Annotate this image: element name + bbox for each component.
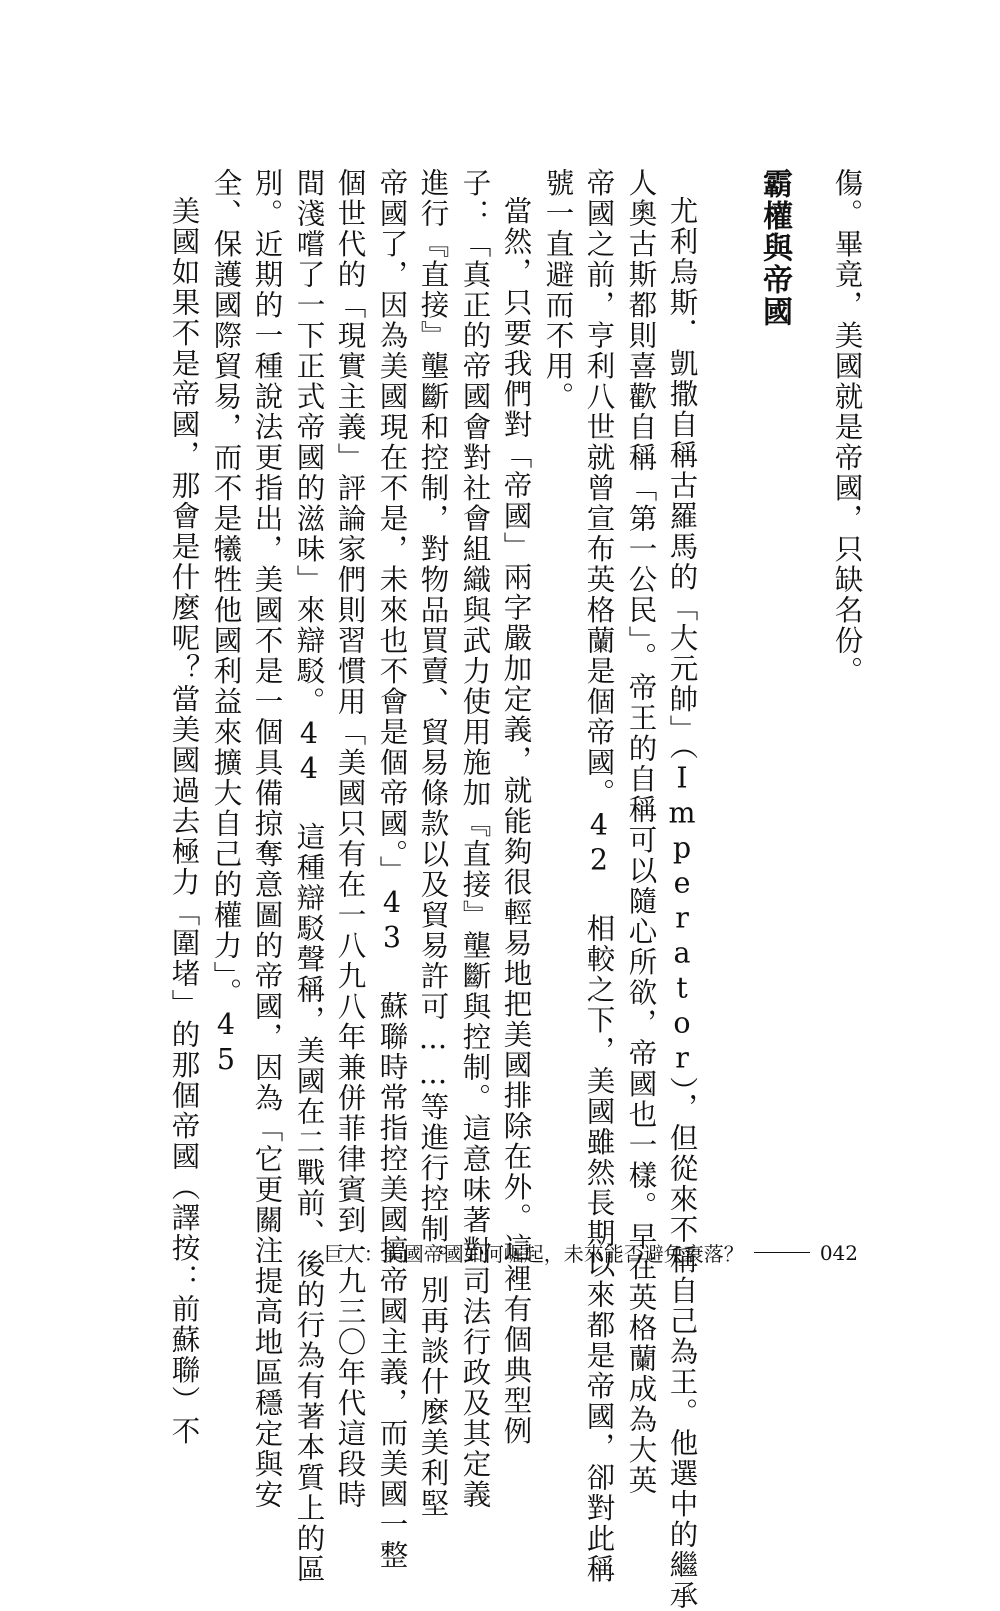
book-title: 巨人：美國帝國如何崛起，未來能否避免衰落？: [323, 1242, 744, 1266]
text-column: 人奧古斯都則喜歡自稱「第一公民」。帝王的自稱可以隨心所欲，帝國也一樣。早在英格蘭成為大英: [624, 168, 658, 1496]
text-column: 帝國了，因為美國現在不是，未來也不會是個帝國。」43 蘇聯時常指控美國搞帝國主義，而美國一整: [375, 168, 409, 1571]
section-heading: 霸權與帝國: [757, 168, 792, 328]
text-column: 號一直避而不用。: [541, 168, 575, 412]
text-column: 全、保護國際貿易，而不是犧牲他國利益來擴大自己的權力」。45: [209, 168, 243, 1078]
page-footer: [324, 1238, 858, 1267]
text-column: 別。近期的一種說法更指出，美國不是一個具備掠奪意圖的帝國，因為「它更關注提高地區穩定與安: [250, 168, 284, 1510]
text-column: 美國如果不是帝國，那會是什麼呢？當美國過去極力「圍堵」的那個帝國（譯按：前蘇聯）不: [167, 196, 201, 1447]
text-column: 子：「真正的帝國會對社會組織與武力使用施加『直接』壟斷與控制。這意味著對司法行政及其定義: [458, 168, 492, 1510]
text-column: 帝國之前，亨利八世就曾宣布英格蘭是個帝國。42 相較之下，美國雖然長期以來都是帝國，卻對此稱: [582, 168, 616, 1585]
text-column: 間淺嚐了一下正式帝國的滋味」來辯駁。44 這種辯駁聲稱，美國在二戰前、後的行為有著本質上的區: [292, 168, 326, 1585]
text-column: 進行『直接』壟斷和控制，對物品買賣、貿易條款以及貿易許可……等進行控制。別再談什麼美利堅: [416, 168, 450, 1519]
text-column: 個世代的「現實主義」評論家們則習慣用「美國只有在一八九八年兼併菲律賓到一九三〇年代這段時: [333, 168, 367, 1510]
page-number: 042: [819, 1240, 858, 1265]
footer-rule: [754, 1252, 810, 1253]
text-column: 傷。畢竟，美國就是帝國，只缺名份。: [830, 168, 864, 687]
text-column: 尤利烏斯．凱撒自稱古羅馬的「大元帥」（Imperator），但從來不稱自己為王。他選中的繼承: [665, 196, 699, 1611]
text-column: 當然，只要我們對「帝國」兩字嚴加定義，就能夠很輕易地把美國排除在外。這裡有個典型例: [499, 196, 533, 1447]
